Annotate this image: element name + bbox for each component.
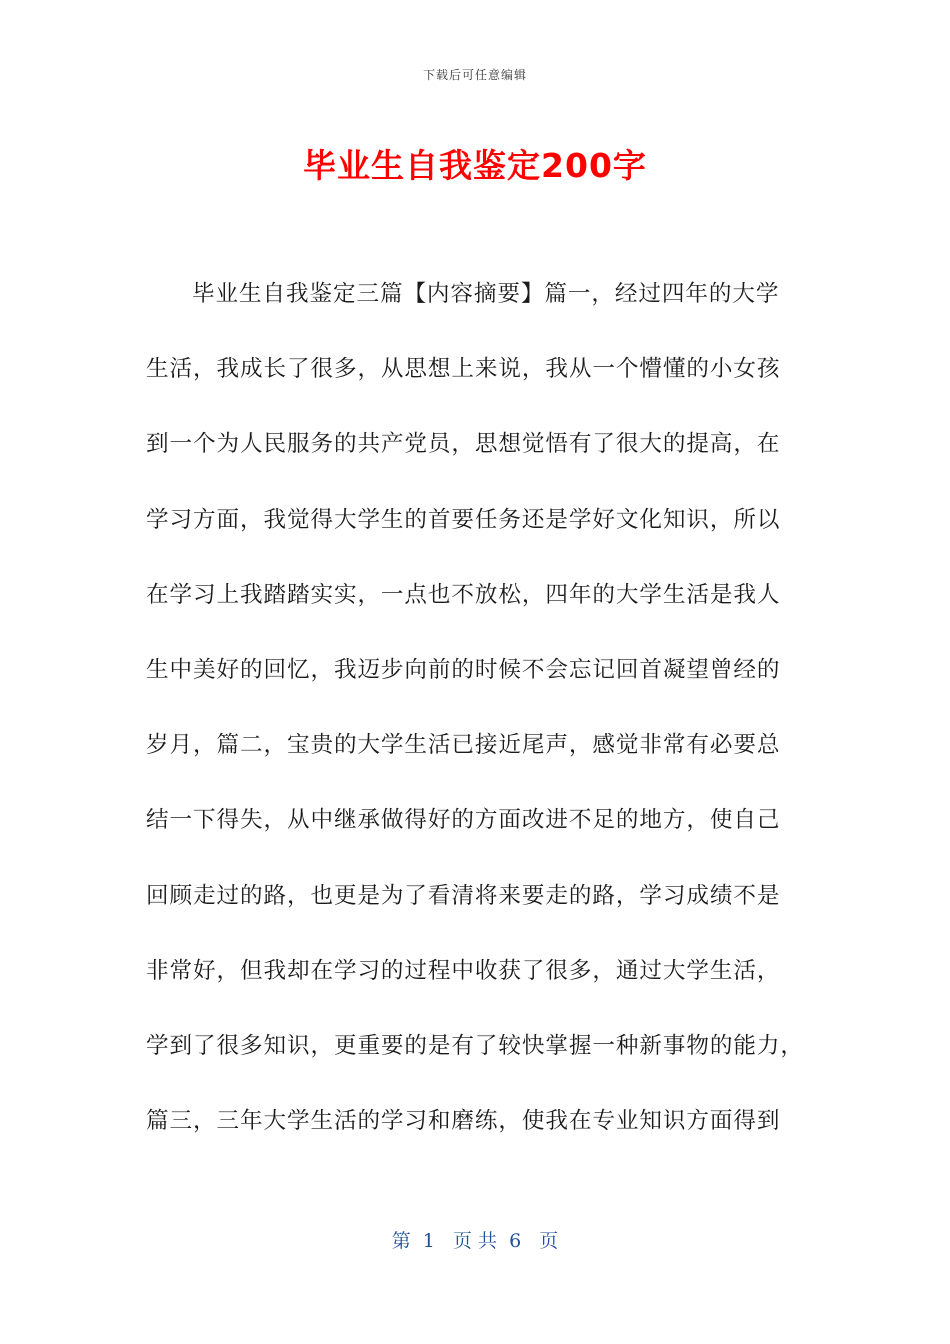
body-line: 毕业生自我鉴定三篇【内容摘要】篇一，经过四年的大学 bbox=[192, 281, 780, 307]
body-line: 结一下得失，从中继承做得好的方面改进不足的地方，使自己 bbox=[146, 807, 781, 834]
body-line: 生中美好的回忆，我迈步向前的时候不会忘记回首凝望曾经的 bbox=[146, 656, 781, 683]
body-line: 学到了很多知识，更重要的是有了较快掌握一种新事物的能力， bbox=[146, 1032, 804, 1059]
body-line: 非常好，但我却在学习的过程中收获了很多，通过大学生活， bbox=[146, 957, 781, 984]
page-number-footer: 第 1 页 共 6 页 bbox=[391, 1230, 559, 1252]
header-note: 下载后可任意编辑 bbox=[422, 68, 527, 82]
body-line: 回顾走过的路，也更是为了看清将来要走的路，学习成绩不是 bbox=[146, 882, 781, 909]
document-body bbox=[146, 278, 826, 1180]
body-line: 学习方面，我觉得大学生的首要任务还是学好文化知识，所以 bbox=[146, 506, 781, 533]
body-line: 在学习上我踏踏实实，一点也不放松，四年的大学生活是我人 bbox=[146, 581, 781, 608]
body-line: 篇三，三年大学生活的学习和磨练，使我在专业知识方面得到 bbox=[146, 1108, 781, 1135]
document-title: 毕业生自我鉴定200字 bbox=[303, 146, 647, 185]
body-line: 岁月，篇二，宝贵的大学生活已接近尾声，感觉非常有必要总 bbox=[146, 732, 781, 759]
body-line: 生活，我成长了很多，从思想上来说，我从一个懵懂的小女孩 bbox=[146, 356, 781, 383]
body-line: 到一个为人民服务的共产党员，思想觉悟有了很大的提高，在 bbox=[146, 431, 781, 458]
